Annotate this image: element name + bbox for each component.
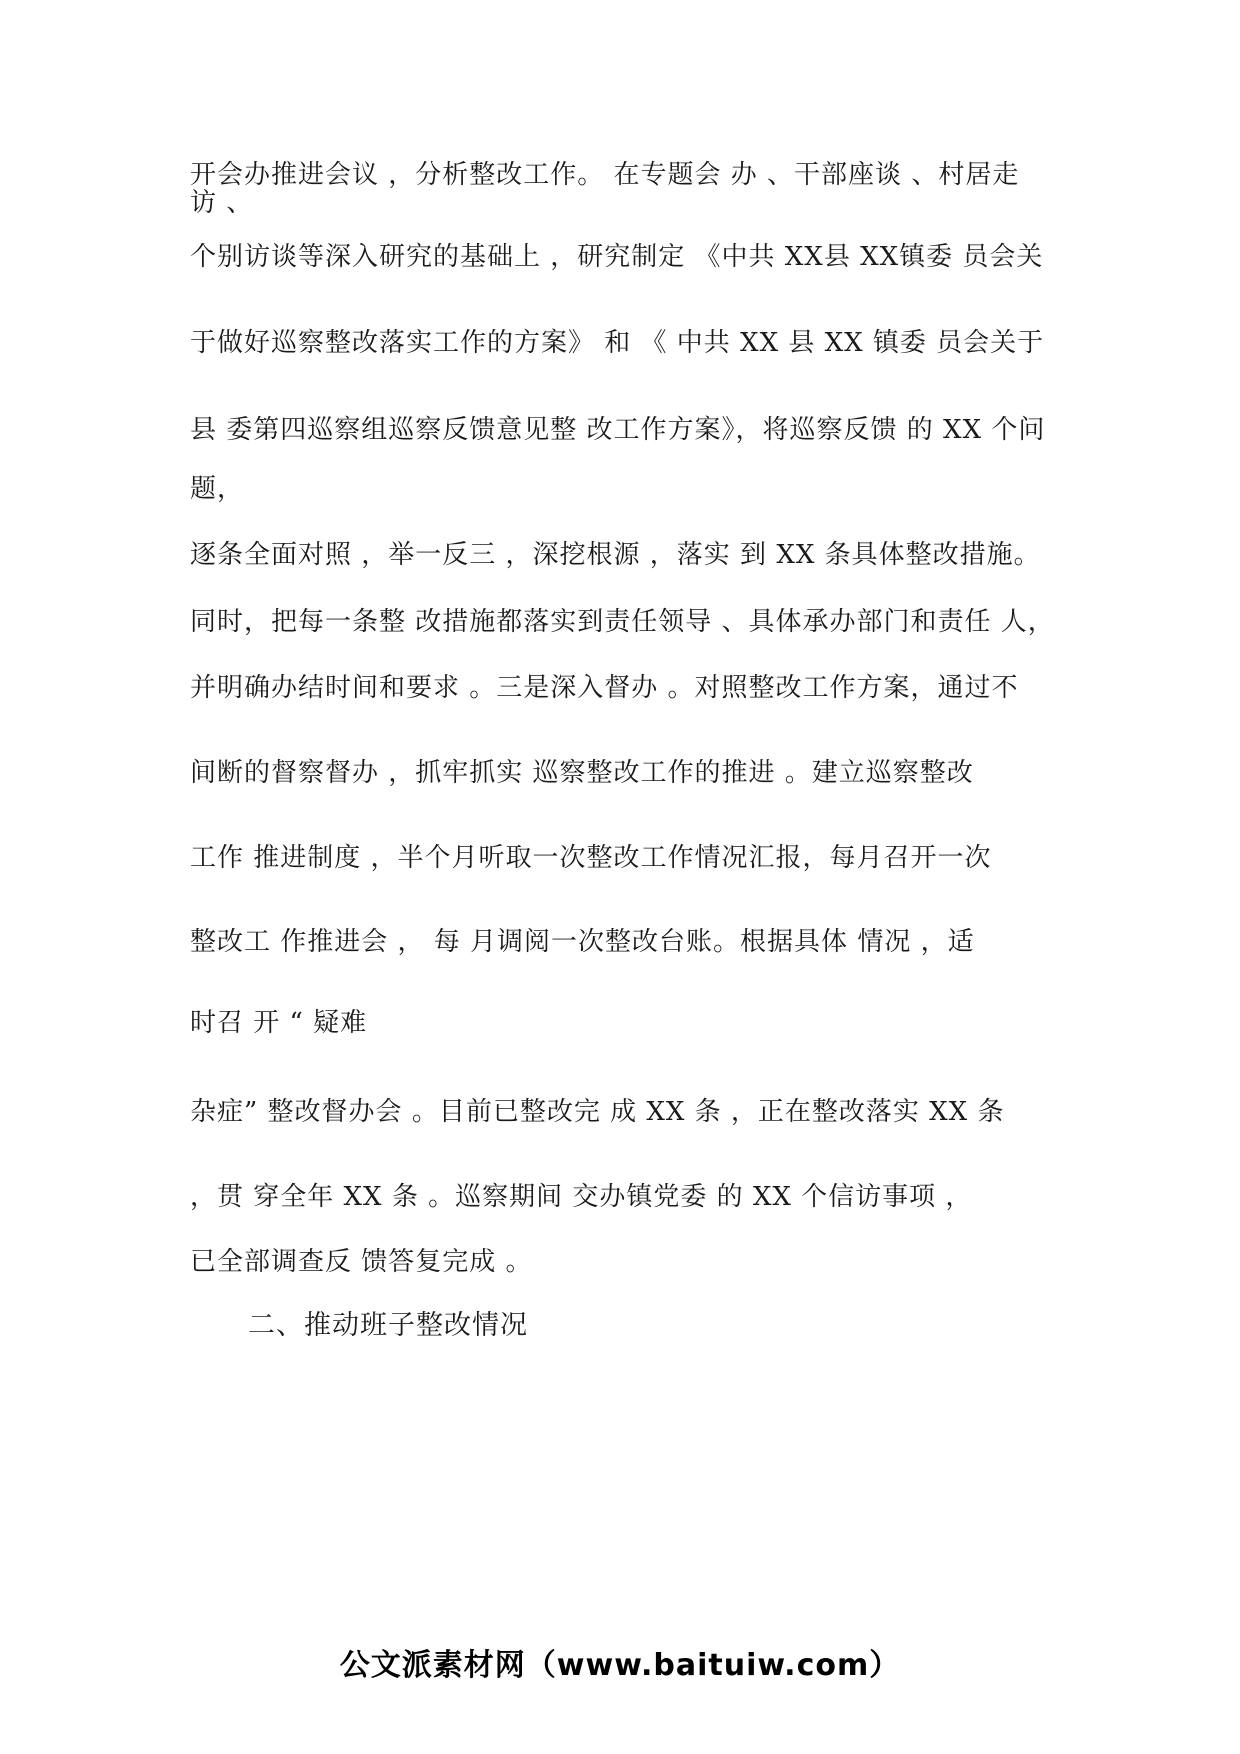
body-line-2: 访 、: [190, 188, 254, 218]
body-line-5: 县 委第四巡察组巡察反馈意见整 改工作方案》，将巡察反馈 的 XX 个问: [190, 415, 1046, 445]
body-line-4: 于做好巡察整改落实工作的方案》 和 《 中共 XX 县 XX 镇委 员会关于: [190, 328, 1045, 358]
body-line-14: 杂症” 整改督办会 。目前已整改完 成 XX 条 ，正在整改落实 XX 条: [190, 1097, 1005, 1127]
body-line-1: 开会办推进会议 ，分析整改工作。 在专题会 办 、干部座谈 、村居走: [190, 160, 1020, 190]
body-line-15: ，贯 穿全年 XX 条 。巡察期间 交办镇党委 的 XX 个信访事项 ，: [190, 1182, 973, 1212]
section-heading: 二、推动班子整改情况: [248, 1310, 528, 1341]
body-line-8: 同时，把每一条整 改措施都落实到责任领导 、具体承办部门和责任 人，: [190, 607, 1055, 637]
body-line-16: 已全部调查反 馈答复完成 。: [190, 1247, 533, 1277]
body-line-12: 整改工 作推进会 ， 每 月调阅一次整改台账。根据具体 情况 ，适: [190, 927, 975, 957]
body-line-3: 个别访谈等深入研究的基础上 ，研究制定 《中共 XX县 XX镇委 员会关: [190, 242, 1044, 272]
body-line-13: 时召 开 “ 疑难: [190, 1008, 368, 1038]
body-line-6: 题，: [190, 474, 245, 504]
body-line-9: 并明确办结时间和要求 。三是深入督办 。对照整改工作方案，通过不: [190, 673, 1019, 703]
body-line-7: 逐条全面对照 ，举一反三 ，深挖根源 ，落实 到 XX 条具体整改措施。: [190, 540, 1041, 570]
footer-watermark: 公文派素材网（www.baituiw.com）: [339, 1648, 901, 1683]
body-line-11: 工作 推进制度 ，半个月听取一次整改工作情况汇报，每月召开一次: [190, 843, 992, 873]
body-line-10: 间断的督察督办 ，抓牢抓实 巡察整改工作的推进 。建立巡察整改: [190, 758, 974, 788]
